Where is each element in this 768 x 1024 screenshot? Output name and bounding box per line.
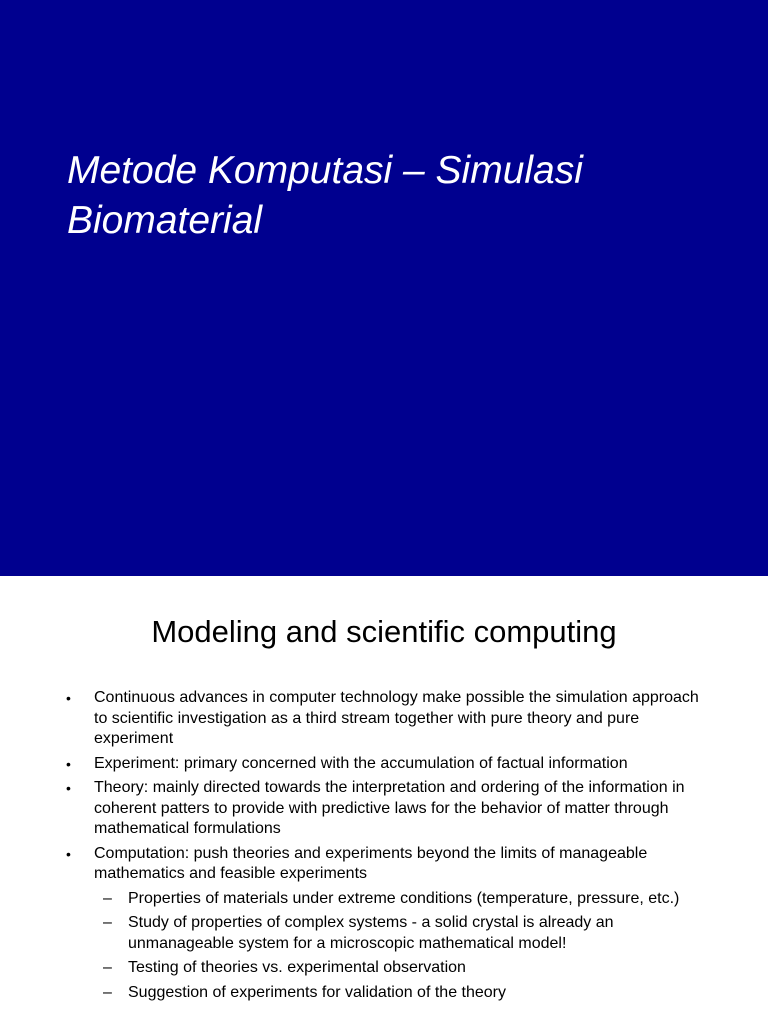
bullet-icon: • [66,755,71,772]
dash-icon: – [103,914,112,931]
bullet-icon: • [66,690,71,706]
slide-title: Metode Komputasi – Simulasi Biomaterial [67,149,583,242]
bullet-item [0,778,768,840]
bullet-item [0,754,768,775]
sub-bullet-item [94,889,706,910]
bullet-text: Experiment: primary concerned with the accumulation of factual information [94,754,628,772]
bullet-icon: • [66,845,71,862]
bullet-item [0,844,768,1004]
sub-bullet-text: Properties of materials under extreme conditions (temperature, pressure, etc.) [128,889,680,907]
bullet-item [0,688,768,750]
content-slide [0,576,768,1024]
bullet-icon: • [66,780,71,796]
bullet-text: Continuous advances in computer technology make possible the simulation approach to scientific investigation as a third stream together with pure theory and pure experiment [94,689,699,747]
sub-bullet-item [94,913,706,954]
bullet-text: Computation: push theories and experiments beyond the limits of manageable mathematics and feasible experiments [94,844,648,882]
slide-heading: Modeling and scientific computing [151,614,617,649]
dash-icon: – [103,889,112,907]
sub-bullet-item [94,983,706,1004]
bullet-list [0,688,768,1007]
dash-icon: – [103,983,112,1001]
bullet-text: Theory: mainly directed towards the interpretation and ordering of the information in coherent patters to provide with predictive laws for the behavior of matter through mathematical formulations [94,779,685,837]
sub-bullet-item [94,958,706,979]
dash-icon: – [103,959,112,976]
sub-bullet-text: Suggestion of experiments for validation of the theory [128,983,506,1001]
sub-bullet-list [94,889,706,1004]
sub-bullet-text: Study of properties of complex systems - a solid crystal is already an unmanageable system for a microscopic mathematical model! [128,914,614,952]
sub-bullet-text: Testing of theories vs. experimental observation [128,959,466,976]
